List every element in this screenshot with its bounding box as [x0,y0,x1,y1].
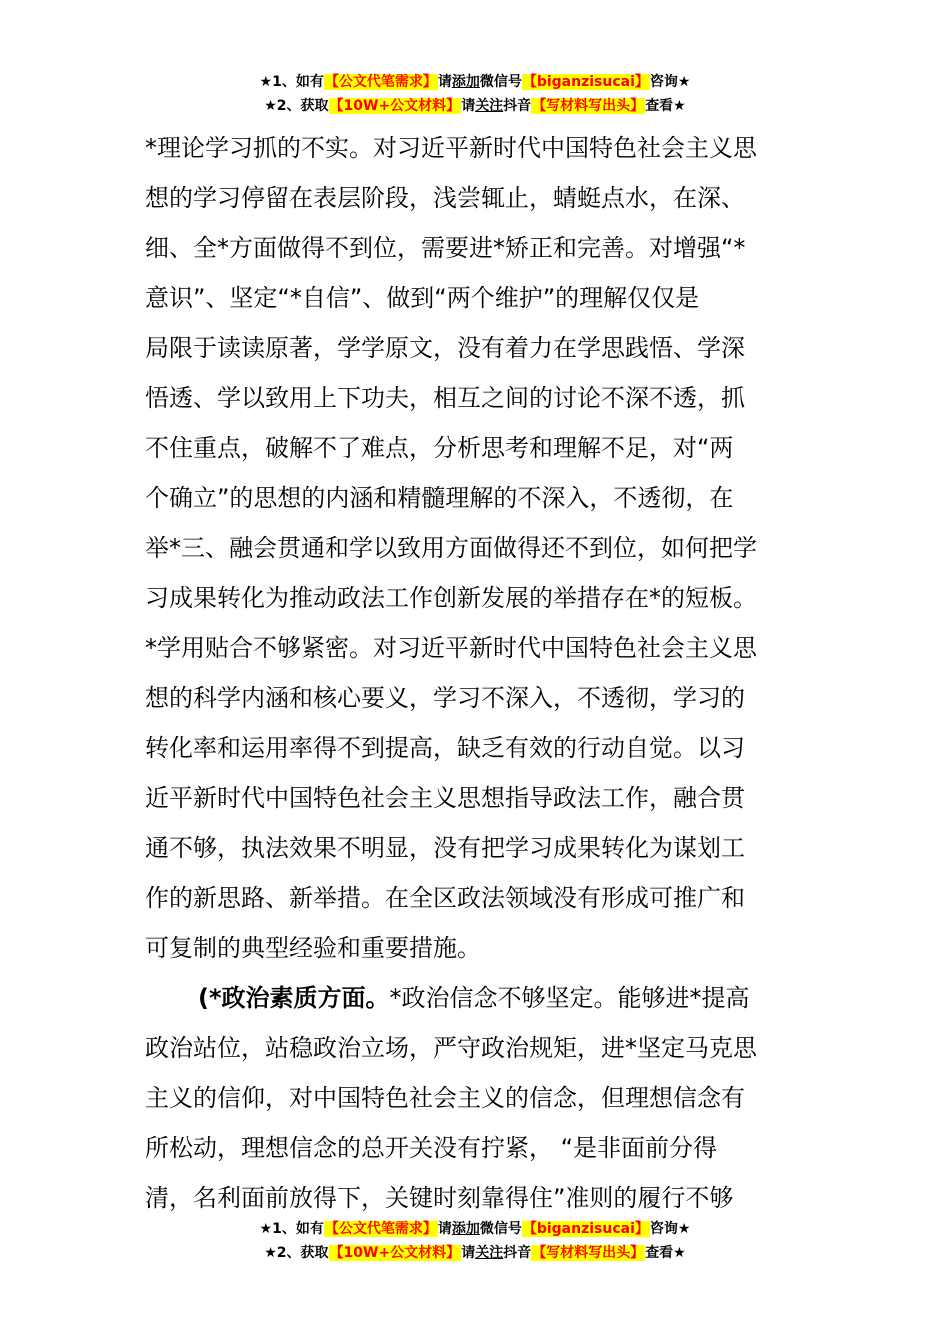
banner-underlined-text: 添加 [451,74,480,90]
section-heading: (*政治素质方面。 [198,984,390,1012]
banner-highlight: 【公文代笔需求】 [324,74,437,90]
paragraph-text: *政治信念不够坚定。能够进*提高 [389,984,750,1012]
banner-prefix: ★2、获取 [264,1245,329,1261]
top-banner [0,70,950,118]
banner-line-2 [0,1241,950,1265]
banner-underlined-text: 添加 [451,1221,480,1237]
banner-highlight: 【biganzisucai】 [522,74,649,90]
banner-highlight: 【10W+公文材料】 [329,1245,461,1261]
banner-underlined-text: 关注 [475,1245,504,1261]
body-line: 所松动，理想信念的总开关没有拧紧， “是非面前分得 [145,1134,718,1162]
banner-highlight: 【写材料写出头】 [532,98,645,114]
banner-suffix: 查看★ [645,1245,686,1261]
banner-prefix: ★1、如有 [259,1221,324,1237]
body-line: 习成果转化为推动政法工作创新发展的举措存在*的短板。 [145,584,757,612]
banner-line-1 [0,70,950,94]
body-line: 想的学习停留在表层阶段，浅尝辄止，蜻蜓点水，在深、 [145,184,745,212]
banner-text: 请 [437,74,452,90]
banner-highlight: 【公文代笔需求】 [324,1221,437,1237]
banner-suffix: 查看★ [645,98,686,114]
body-line: 局限于读读原著，学学原文，没有着力在学思践悟、学深 [145,334,745,362]
body-line: 个确立”的思想的内涵和精髓理解的不深入，不透彻，在 [145,484,734,512]
banner-highlight: 【biganzisucai】 [522,1221,649,1237]
banner-text: 请 [437,1221,452,1237]
body-line: 作的新思路、新举措。在全区政法领域没有形成可推广和 [145,884,745,912]
banner-underlined-text: 关注 [475,98,504,114]
body-line: 通不够，执法效果不明显，没有把学习成果转化为谋划工 [145,834,745,862]
banner-text: 请 [461,1245,476,1261]
body-line: 悟透、学以致用上下功夫，相互之间的讨论不深不透，抓 [145,384,745,412]
body-line: 政治站位，站稳政治立场，严守政治规矩，进*坚定马克思 [145,1034,757,1062]
banner-text: 抖音 [503,98,532,114]
body-line: *理论学习抓的不实。对习近平新时代中国特色社会主义思 [145,134,757,162]
banner-text: 抖音 [503,1245,532,1261]
banner-prefix: ★1、如有 [259,74,324,90]
body-line: *学用贴合不够紧密。对习近平新时代中国特色社会主义思 [145,634,757,662]
banner-text: 微信号 [479,1221,522,1237]
banner-line-1 [0,1217,950,1241]
body-line: 清，名利面前放得下，关键时刻靠得住”准则的履行不够 [145,1184,734,1212]
body-line: 转化率和运用率得不到提高，缺乏有效的行动自觉。以习 [145,734,745,762]
banner-suffix: 咨询★ [649,74,691,90]
body-line: 想的科学内涵和核心要义，学习不深入，不透彻，学习的 [145,684,745,712]
bottom-banner [0,1217,950,1265]
banner-highlight: 【写材料写出头】 [532,1245,645,1261]
body-line: 意识”、坚定“*自信”、做到“两个维护”的理解仅仅是 [145,284,700,312]
body-line: 细、全*方面做得不到位，需要进*矫正和完善。对增强“* [145,234,746,262]
banner-suffix: 咨询★ [649,1221,691,1237]
banner-highlight: 【10W+公文材料】 [329,98,461,114]
banner-line-2 [0,94,950,118]
banner-text: 请 [461,98,476,114]
body-line: 近平新时代中国特色社会主义思想指导政法工作，融合贯 [145,784,745,812]
body-line: 可复制的典型经验和重要措施。 [145,934,481,962]
body-line: 主义的信仰，对中国特色社会主义的信念，但理想信念有 [145,1084,745,1112]
body-line: 不住重点，破解不了难点，分析思考和理解不足，对“两 [145,434,734,462]
document-body [145,123,800,1223]
body-line: 举*三、融会贯通和学以致用方面做得还不到位，如何把学 [145,534,757,562]
banner-prefix: ★2、获取 [264,98,329,114]
banner-text: 微信号 [479,74,522,90]
paragraph-first-line [145,973,800,1023]
